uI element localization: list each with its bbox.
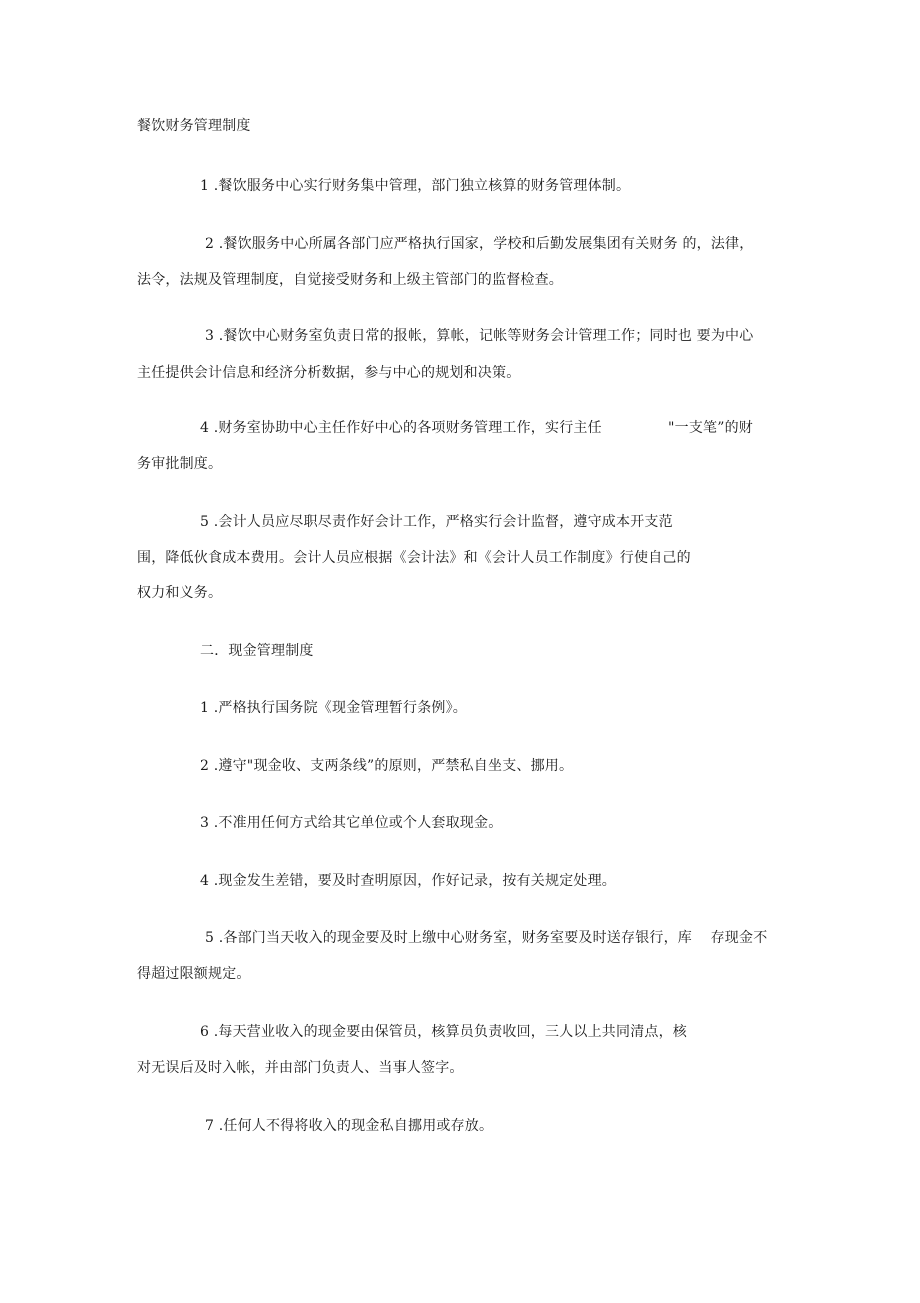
s2-item5-line1: 5 .各部门当天收入的现金要及时上缴中心财务室，财务室要及时送存银行，库 存现金不 bbox=[205, 930, 768, 946]
s1-item5-line3: 权力和义务。 bbox=[137, 585, 223, 601]
s2-item1-line1: 1 .严格执行国务院《现金管理暂行条例》。 bbox=[200, 700, 468, 716]
section2-heading: 二．现金管理制度 bbox=[200, 643, 314, 659]
s1-item1-line1: 1 .餐饮服务中心实行财务集中管理，部门独立核算的财务管理体制。 bbox=[200, 178, 631, 194]
s1-item4-line2: 务审批制度。 bbox=[137, 456, 223, 472]
s1-item3-line2: 主任提供会计信息和经济分析数据，参与中心的规划和决策。 bbox=[137, 365, 521, 381]
s2-item6-line2: 对无误后及时入帐，并由部门负责人、当事人签字。 bbox=[137, 1060, 464, 1076]
s2-item3-line1: 3 .不准用任何方式给其它单位或个人套取现金。 bbox=[200, 815, 503, 831]
s1-item5-line2: 围，降低伙食成本费用。会计人员应根据《会计法》和《会计人员工作制度》行使自己的 bbox=[137, 550, 691, 566]
document-title: 餐饮财务管理制度 bbox=[137, 118, 251, 134]
s2-item6-line1: 6 .每天营业收入的现金要由保管员，核算员负责收回，三人以上共同清点，核 bbox=[200, 1024, 688, 1040]
s2-item7-line1: 7 .任何人不得将收入的现金私自挪用或存放。 bbox=[205, 1118, 494, 1134]
s1-item4-line1: 4 .财务室协助中心主任作好中心的各项财务管理工作，实行主任 bbox=[200, 420, 602, 436]
s2-item2-line1: 2 .遵守"现金收、支两条线”的原则，严禁私自坐支、挪用。 bbox=[200, 758, 574, 774]
s2-item5-line2: 得超过限额规定。 bbox=[137, 966, 251, 982]
s2-item4-line1: 4 .现金发生差错，要及时查明原因，作好记录，按有关规定处理。 bbox=[200, 873, 617, 889]
s1-item5-line1: 5 .会计人员应尽职尽责作好会计工作，严格实行会计监督，遵守成本开支范 bbox=[200, 514, 673, 530]
s1-item4-line1-quote: "一支笔”的财 bbox=[668, 420, 753, 436]
s1-item2-line1: 2 .餐饮服务中心所属各部门应严格执行国家，学校和后勤发展集团有关财务 的，法律， bbox=[205, 236, 754, 252]
s1-item3-line1: 3 .餐饮中心财务室负责日常的报帐，算帐，记帐等财务会计管理工作；同时也 要为中心 bbox=[205, 328, 754, 344]
s1-item2-line2: 法令，法规及管理制度，自觉接受财务和上级主管部门的监督检查。 bbox=[137, 272, 563, 288]
